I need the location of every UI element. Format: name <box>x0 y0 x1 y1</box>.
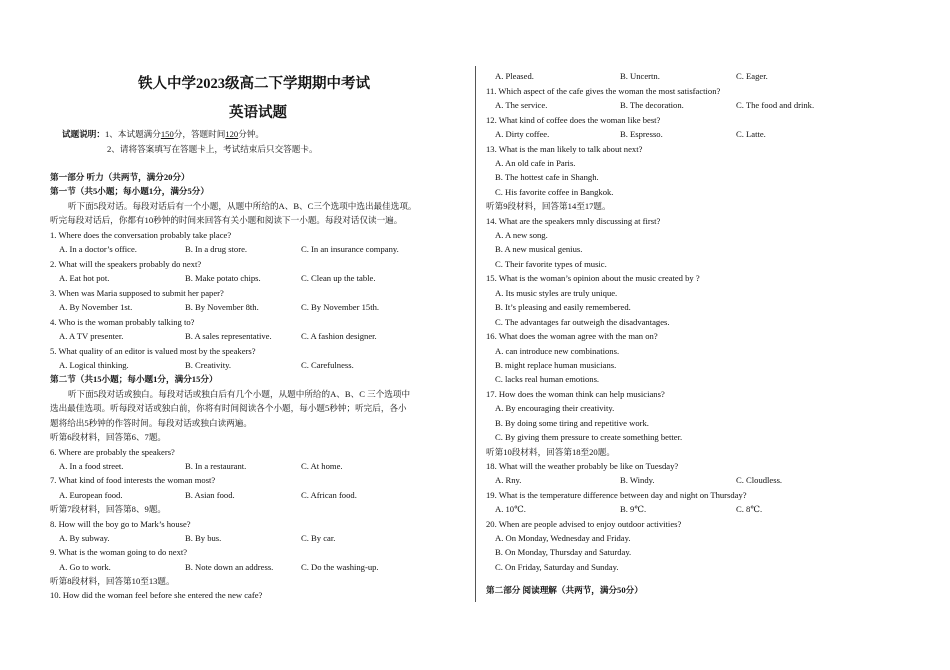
exam-title: 铁人中学2023级高二下学期期中考试 <box>138 76 370 92</box>
text-line: 14. What are the speakers mnly discussing at first? <box>486 216 661 226</box>
text-line: 11. Which aspect of the cafe gives the woman the most satisfaction? <box>486 86 721 96</box>
answer-option: A. By subway. <box>59 533 110 543</box>
text-line: B. The hottest cafe in Shangh. <box>495 172 599 182</box>
text-line: C. On Friday, Saturday and Sunday. <box>495 562 619 572</box>
text-line: 4. Who is the woman probably talking to? <box>50 317 195 327</box>
answer-option: C. A fashion designer. <box>301 331 377 341</box>
text-line: 6. Where are probably the speakers? <box>50 447 175 457</box>
text-line: A. By encouraging their creativity. <box>495 403 615 413</box>
answer-option: A. Logical thinking. <box>59 360 129 370</box>
text-line: 18. What will the weather probably be like on Tuesday? <box>486 461 679 471</box>
text-line: 听第10段材料，回答第18至20题。 <box>486 447 615 457</box>
score-value: 150 <box>160 129 174 139</box>
answer-option: B. Make potato chips. <box>185 273 261 283</box>
answer-option: C. Do the washing-up. <box>301 562 379 572</box>
section-heading: 第二节（共15小题；每小题1分，满分15分） <box>50 374 218 384</box>
answer-option: C. Clean up the table. <box>301 273 376 283</box>
answer-option: A. In a food street. <box>59 461 124 471</box>
text-line: 1. Where does the conversation probably take place? <box>50 230 232 240</box>
section-heading: 第一部分 听力（共两节，满分20分） <box>50 172 190 182</box>
text-line: 20. When are people advised to enjoy outdoor activities? <box>486 519 682 529</box>
instructions-label: 试题说明： <box>62 129 105 139</box>
instructions-line-1 <box>62 129 264 139</box>
text-line: 听第7段材料，回答第8、9题。 <box>50 504 167 514</box>
answer-option: C. In an insurance company. <box>301 244 399 254</box>
answer-option: C. By car. <box>301 533 336 543</box>
text-line: 3. When was Maria supposed to submit her paper? <box>50 288 224 298</box>
text-line: C. His favorite coffee in Bangkok. <box>495 187 614 197</box>
column-divider <box>475 66 476 602</box>
answer-option: A. Rny. <box>495 475 522 485</box>
text-line: A. On Monday, Wednesday and Friday. <box>495 533 631 543</box>
answer-option: A. Go to work. <box>59 562 111 572</box>
answer-option: B. Creativity. <box>185 360 231 370</box>
text-line: 听第9段材料，回答第14至17题。 <box>486 201 611 211</box>
answer-option: C. Carefulness. <box>301 360 354 370</box>
text-line: 9. What is the woman going to do next? <box>50 547 188 557</box>
instructions-text-1b: 分，答题时间 <box>173 129 226 139</box>
section-heading: 第二部分 阅读理解（共两节，满分50分） <box>486 585 643 595</box>
instructions-line-2: 2、请将答案填写在答题卡上，考试结束后只交答题卡。 <box>107 144 318 154</box>
text-line: 16. What does the woman agree with the man on? <box>486 331 658 341</box>
text-line: 听第6段材料，回答第6、7题。 <box>50 432 167 442</box>
text-line: C. lacks real human emotions. <box>495 374 600 384</box>
answer-option: A. In a doctor’s office. <box>59 244 137 254</box>
text-line: 12. What kind of coffee does the woman like best? <box>486 115 661 125</box>
exam-subtitle: 英语试题 <box>229 105 287 121</box>
answer-option: B. In a drug store. <box>185 244 248 254</box>
instructions-text-1c: 分钟。 <box>238 129 265 139</box>
text-line: 13. What is the man likely to talk about next? <box>486 144 643 154</box>
answer-option: B. A sales representative. <box>185 331 272 341</box>
text-line: A. A new song. <box>495 230 548 240</box>
answer-option: A. Dirty coffee. <box>495 129 550 139</box>
answer-option: B. Asian food. <box>185 490 235 500</box>
answer-option: B. The decoration. <box>620 100 684 110</box>
answer-option: A. The service. <box>495 100 548 110</box>
answer-option: A. By November 1st. <box>59 302 133 312</box>
text-line: 听完每段对话后，你都有10秒钟的时间来回答有关小题和阅读下一小题。每段对话仅读一遍。 <box>50 215 403 225</box>
answer-option: B. Note down an address. <box>185 562 274 572</box>
text-line: B. A new musical genius. <box>495 244 583 254</box>
text-line: A. An old cafe in Paris. <box>495 158 576 168</box>
text-line: 5. What quality of an editor is valued most by the speakers? <box>50 346 256 356</box>
answer-option: C. African food. <box>301 490 357 500</box>
text-line: A. can introduce new combinations. <box>495 346 620 356</box>
text-line: B. By doing some tiring and repetitive work. <box>495 418 649 428</box>
text-line: 2. What will the speakers probably do next? <box>50 259 202 269</box>
answer-option: A. 10℃. <box>495 504 526 514</box>
text-line: 听第8段材料，回答第10至13题。 <box>50 576 175 586</box>
text-line: 8. How will the boy go to Mark’s house? <box>50 519 191 529</box>
text-line: C. The advantages far outweigh the disadvantages. <box>495 317 670 327</box>
answer-option: C. By November 15th. <box>301 302 380 312</box>
answer-option: B. By bus. <box>185 533 222 543</box>
answer-option: B. Windy. <box>620 475 655 485</box>
answer-option: A. European food. <box>59 490 123 500</box>
answer-option: B. 9℃. <box>620 504 647 514</box>
text-line: C. Their favorite types of music. <box>495 259 607 269</box>
answer-option: C. 8℃. <box>736 504 763 514</box>
text-line: B. might replace human musicians. <box>495 360 617 370</box>
text-line: 15. What is the woman’s opinion about the music created by ? <box>486 273 700 283</box>
answer-option: B. Uncertn. <box>620 71 660 81</box>
answer-option: C. At home. <box>301 461 343 471</box>
text-line: B. It’s pleasing and easily remembered. <box>495 302 631 312</box>
answer-option: B. In a restaurant. <box>185 461 247 471</box>
instructions-text-1a: 1、本试题满分 <box>104 129 161 139</box>
answer-option: C. Cloudless. <box>736 475 783 485</box>
text-line: C. By giving them pressure to create something better. <box>495 432 683 442</box>
answer-option: C. Eager. <box>736 71 768 81</box>
text-line: 题将给出5秒钟的作答时间。每段对话或独白读两遍。 <box>50 418 252 428</box>
answer-option: B. By November 8th. <box>185 302 259 312</box>
section-heading: 第一节（共5小题；每小题1分，满分5分） <box>50 186 209 196</box>
text-line: 听下面5段对话。每段对话后有一个小题，从题中所给的A、B、C三个选项中选出最佳选项。 <box>68 201 417 211</box>
answer-option: A. Pleased. <box>495 71 534 81</box>
text-line: 17. How does the woman think can help musicians? <box>486 389 665 399</box>
text-line: 选出最佳选项。听每段对话或独白前，你将有时间阅读各个小题，每小题5秒钟；听完后，各小 <box>50 403 407 413</box>
answer-option: C. Latte. <box>736 129 766 139</box>
answer-option: A. Eat hot pot. <box>59 273 110 283</box>
answer-option: A. A TV presenter. <box>59 331 124 341</box>
time-value: 120 <box>225 129 239 139</box>
text-line: A. Its music styles are truly unique. <box>495 288 618 298</box>
answer-option: C. The food and drink. <box>736 100 815 110</box>
text-line: 19. What is the temperature difference between day and night on Thursday? <box>486 490 747 500</box>
text-line: 7. What kind of food interests the woman most? <box>50 475 216 485</box>
text-line: 10. How did the woman feel before she entered the new cafe? <box>50 590 263 600</box>
text-line: B. On Monday, Thursday and Saturday. <box>495 547 632 557</box>
answer-option: B. Espresso. <box>620 129 663 139</box>
text-line: 听下面5段对话或独白。每段对话或独白后有几个小题，从题中所给的A、B、C 三个选项中 <box>68 389 411 399</box>
